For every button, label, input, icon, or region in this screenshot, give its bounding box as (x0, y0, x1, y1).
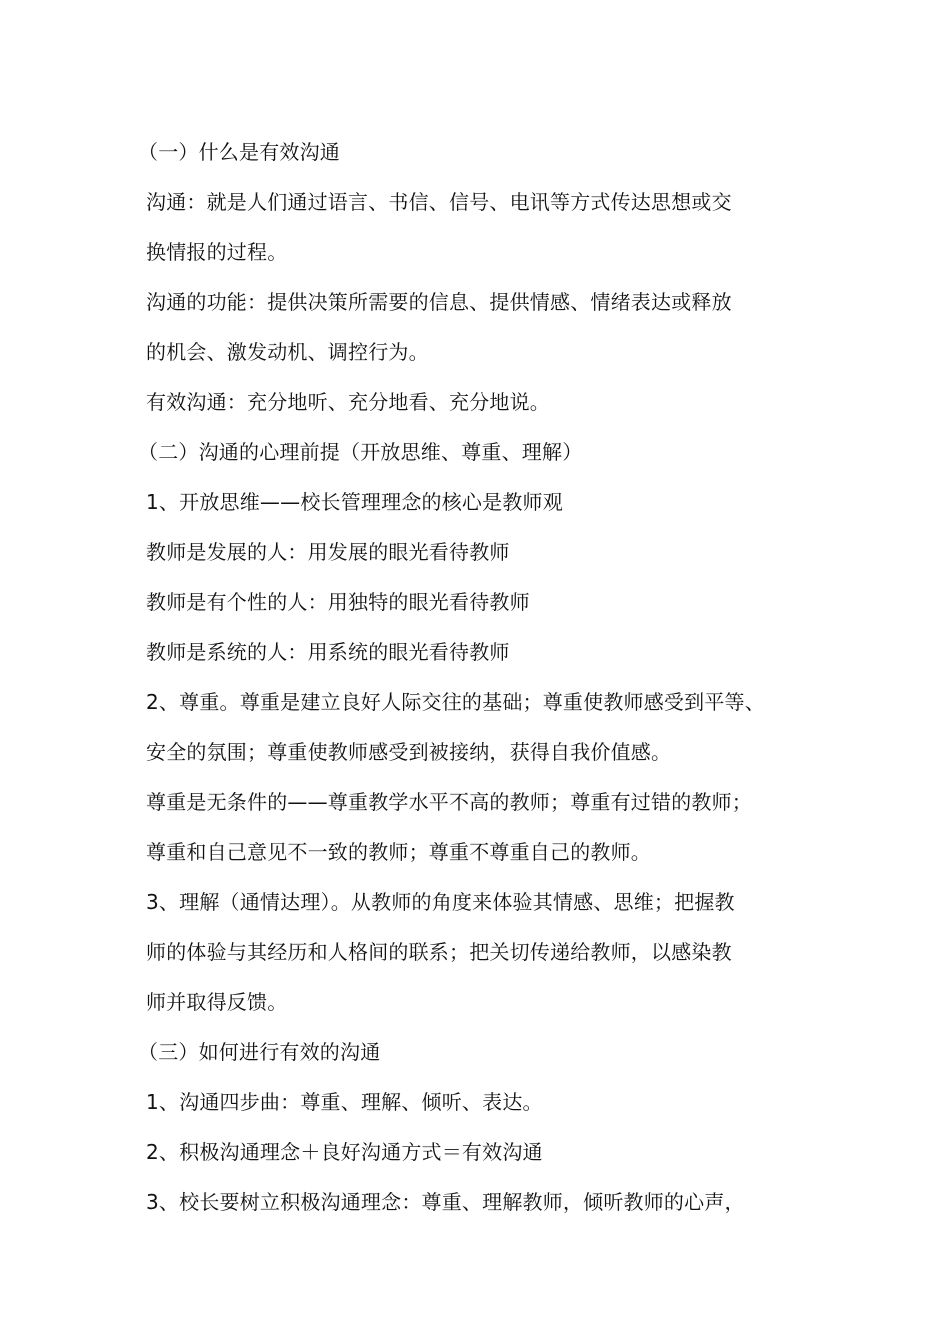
paragraph-line: 师的体验与其经历和人格间的联系；把关切传递给教师，以感染教 (146, 940, 732, 964)
paragraph-line: 沟通：就是人们通过语言、书信、信号、电讯等方式传达思想或交 (146, 190, 732, 214)
section-heading-1: （一）什么是有效沟通 (138, 140, 340, 164)
paragraph-line: 教师是发展的人：用发展的眼光看待教师 (146, 540, 510, 564)
document-body (138, 132, 836, 1232)
paragraph-line: 1、沟通四步曲：尊重、理解、倾听、表达。 (146, 1090, 543, 1114)
paragraph-line: 3、理解（通情达理）。从教师的角度来体验其情感、思维；把握教 (146, 890, 735, 914)
paragraph-line: 师并取得反馈。 (146, 990, 288, 1014)
paragraph-line: 沟通的功能：提供决策所需要的信息、提供情感、情绪表达或释放 (146, 290, 732, 314)
section-heading-3: （三）如何进行有效的沟通 (138, 1040, 381, 1064)
paragraph-line: 1、开放思维——校长管理理念的核心是教师观 (146, 490, 563, 514)
paragraph-line: 2、积极沟通理念＋良好沟通方式＝有效沟通 (146, 1140, 543, 1164)
paragraph-line: 教师是系统的人：用系统的眼光看待教师 (146, 640, 510, 664)
paragraph-line: 尊重和自己意见不一致的教师；尊重不尊重自己的教师。 (146, 840, 651, 864)
paragraph-line: 3、校长要树立积极沟通理念：尊重、理解教师，倾听教师的心声， (146, 1190, 745, 1214)
section-heading-2: （二）沟通的心理前提（开放思维、尊重、理解） (138, 440, 583, 464)
paragraph-line: 尊重是无条件的——尊重教学水平不高的教师；尊重有过错的教师； (146, 790, 752, 814)
paragraph-line: 2、尊重。尊重是建立良好人际交往的基础；尊重使教师感受到平等、 (146, 690, 765, 714)
paragraph-line: 教师是有个性的人：用独特的眼光看待教师 (146, 590, 530, 614)
paragraph-line: 的机会、激发动机、调控行为。 (146, 340, 429, 364)
paragraph-line: 有效沟通：充分地听、充分地看、充分地说。 (146, 390, 550, 414)
paragraph-line: 换情报的过程。 (146, 240, 288, 264)
paragraph-line: 安全的氛围；尊重使教师感受到被接纳，获得自我价值感。 (146, 740, 672, 764)
